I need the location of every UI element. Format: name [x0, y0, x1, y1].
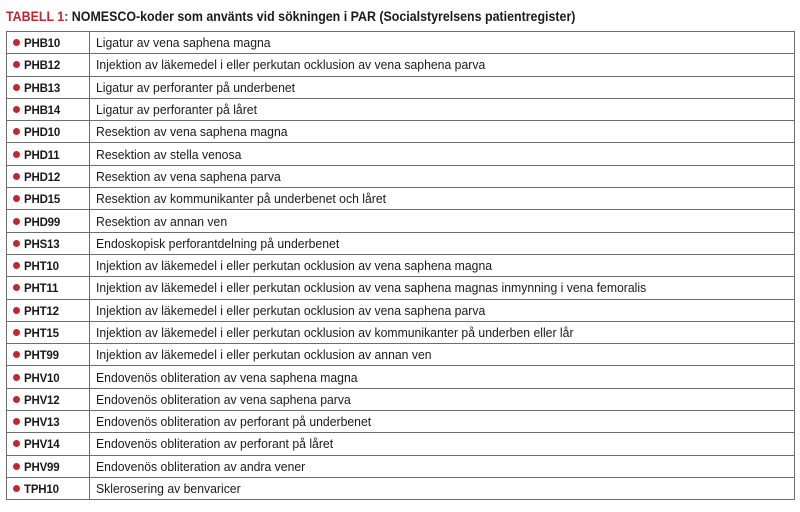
procedure-code: PHD12 [24, 171, 61, 184]
procedure-description: Endovenös obliteration av perforant på underbenet [96, 414, 372, 430]
procedure-description: Sklerosering av benvaricer [96, 481, 241, 497]
procedure-code: PHT12 [24, 305, 59, 318]
procedure-code: PHV99 [24, 461, 60, 474]
bullet-dot-icon [13, 151, 20, 158]
bullet-dot-icon [13, 329, 20, 336]
procedure-description: Resektion av kommunikanter på underbenet och låret [96, 191, 387, 207]
bullet-dot-icon [13, 351, 20, 358]
caption-text: NOMESCO-koder som använts vid sökningen i PAR (Socialstyrelsens patientregister) [71, 9, 576, 24]
description-cell [90, 388, 795, 410]
procedure-code: PHD11 [24, 149, 60, 162]
description-cell [90, 98, 795, 120]
table-body [7, 32, 795, 500]
bullet-dot-icon [13, 84, 20, 91]
description-cell [90, 232, 795, 254]
procedure-code: PHD10 [24, 127, 61, 140]
table-row [7, 388, 795, 410]
bullet-dot-icon [13, 218, 20, 225]
code-cell [7, 32, 90, 54]
bullet-dot-icon [13, 106, 20, 113]
procedure-code: PHS13 [24, 238, 60, 251]
table-row [7, 188, 795, 210]
code-cell [7, 321, 90, 343]
table-row [7, 165, 795, 187]
table-row [7, 121, 795, 143]
procedure-description: Injektion av läkemedel i eller perkutan ocklusion av kommunikanter på underben eller lår [96, 325, 574, 340]
caption-label: TABELL 1: [6, 9, 69, 24]
code-cell [7, 143, 90, 165]
nomesco-codes-table [6, 31, 795, 500]
table-row [7, 411, 795, 433]
procedure-description: Resektion av vena saphena parva [96, 168, 281, 184]
procedure-description: Resektion av stella venosa [96, 146, 242, 162]
bullet-dot-icon [13, 128, 20, 135]
code-cell [7, 277, 90, 299]
procedure-description: Resektion av vena saphena magna [96, 124, 288, 140]
procedure-code: PHB13 [24, 82, 61, 95]
description-cell [90, 210, 795, 232]
procedure-code: TPH10 [24, 484, 59, 497]
code-cell [7, 388, 90, 410]
description-cell [90, 455, 795, 477]
procedure-description: Endovenös obliteration av vena saphena magna [96, 369, 358, 385]
bullet-dot-icon [13, 396, 20, 403]
procedure-code: PHT11 [24, 283, 59, 296]
code-cell [7, 121, 90, 143]
procedure-description: Injektion av läkemedel i eller perkutan ocklusion av vena saphena magna [96, 258, 493, 274]
description-cell [90, 321, 795, 343]
procedure-code: PHB12 [24, 60, 61, 73]
description-cell [90, 76, 795, 98]
table-row [7, 477, 795, 499]
code-cell [7, 76, 90, 98]
table-row [7, 32, 795, 54]
table-row [7, 455, 795, 477]
procedure-code: PHV14 [24, 439, 60, 452]
procedure-description: Endovenös obliteration av vena saphena parva [96, 391, 351, 407]
procedure-description: Ligatur av vena saphena magna [96, 35, 271, 51]
procedure-description: Injektion av läkemedel i eller perkutan ocklusion av vena saphena parva [96, 57, 486, 73]
table-row [7, 344, 795, 366]
bullet-dot-icon [13, 463, 20, 470]
procedure-code: PHV12 [24, 394, 60, 407]
code-cell [7, 433, 90, 455]
procedure-description: Injektion av läkemedel i eller perkutan ocklusion av annan ven [96, 347, 432, 363]
bullet-dot-icon [13, 61, 20, 68]
description-cell [90, 165, 795, 187]
description-cell [90, 477, 795, 499]
description-cell [90, 344, 795, 366]
description-cell [90, 411, 795, 433]
bullet-dot-icon [13, 374, 20, 381]
bullet-dot-icon [13, 173, 20, 180]
description-cell [90, 32, 795, 54]
description-cell [90, 299, 795, 321]
procedure-code: PHT10 [24, 261, 59, 274]
bullet-dot-icon [13, 440, 20, 447]
procedure-code: PHT99 [24, 350, 59, 363]
procedure-code: PHB14 [24, 105, 61, 118]
table-caption [6, 6, 575, 28]
table-row [7, 277, 795, 299]
bullet-dot-icon [13, 418, 20, 425]
description-cell [90, 188, 795, 210]
table-row [7, 54, 795, 76]
code-cell [7, 411, 90, 433]
code-cell [7, 232, 90, 254]
code-cell [7, 477, 90, 499]
code-cell [7, 299, 90, 321]
procedure-description: Endovenös obliteration av perforant på låret [96, 436, 334, 452]
code-cell [7, 188, 90, 210]
procedure-code: PHB10 [24, 38, 61, 51]
description-cell [90, 143, 795, 165]
table-row [7, 210, 795, 232]
procedure-description: Injektion av läkemedel i eller perkutan ocklusion av vena saphena magnas inmynning i vena femoralis [96, 280, 647, 296]
bullet-dot-icon [13, 307, 20, 314]
procedure-description: Endoskopisk perforantdelning på underbenet [96, 235, 340, 251]
procedure-description: Endovenös obliteration av andra vener [96, 458, 306, 474]
description-cell [90, 277, 795, 299]
procedure-description: Injektion av läkemedel i eller perkutan ocklusion av vena saphena parva [96, 302, 486, 318]
code-cell [7, 344, 90, 366]
description-cell [90, 54, 795, 76]
procedure-code: PHD99 [24, 216, 61, 229]
procedure-code: PHT15 [24, 328, 59, 340]
procedure-description: Ligatur av perforanter på underbenet [96, 79, 296, 95]
table-row [7, 299, 795, 321]
table-row [7, 366, 795, 388]
procedure-description: Ligatur av perforanter på låret [96, 102, 258, 118]
description-cell [90, 254, 795, 276]
description-cell [90, 366, 795, 388]
table-row [7, 98, 795, 120]
table-row [7, 321, 795, 343]
bullet-dot-icon [13, 262, 20, 269]
code-cell [7, 54, 90, 76]
code-cell [7, 254, 90, 276]
procedure-description: Resektion av annan ven [96, 213, 228, 229]
bullet-dot-icon [13, 39, 20, 46]
procedure-code: PHV13 [24, 417, 60, 430]
code-cell [7, 165, 90, 187]
table-row [7, 76, 795, 98]
code-cell [7, 98, 90, 120]
procedure-code: PHD15 [24, 194, 61, 207]
code-cell [7, 210, 90, 232]
code-cell [7, 455, 90, 477]
bullet-dot-icon [13, 195, 20, 202]
table-row [7, 433, 795, 455]
bullet-dot-icon [13, 240, 20, 247]
procedure-code: PHV10 [24, 372, 60, 385]
table-row [7, 232, 795, 254]
description-cell [90, 121, 795, 143]
bullet-dot-icon [13, 485, 20, 492]
description-cell [90, 433, 795, 455]
table-row [7, 254, 795, 276]
bullet-dot-icon [13, 284, 20, 291]
table-row [7, 143, 795, 165]
code-cell [7, 366, 90, 388]
